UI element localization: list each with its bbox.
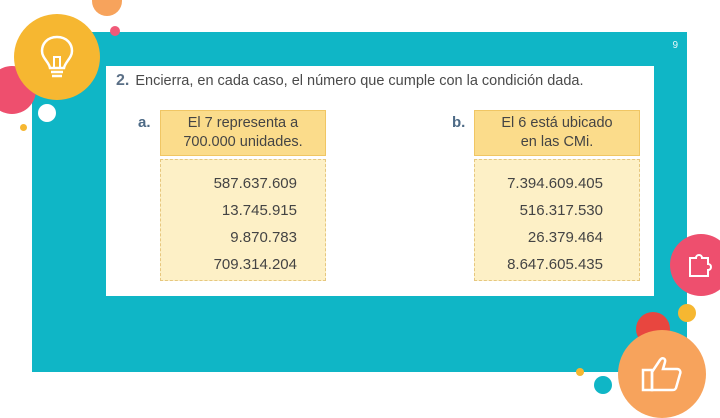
instruction: [116, 72, 646, 90]
decor-circle-teal-bottom: [594, 376, 612, 394]
puzzle-icon: [686, 250, 714, 278]
item-box-a: [160, 110, 326, 281]
values-b: [474, 159, 640, 281]
condition-b-line2: en las CMi.: [520, 134, 594, 150]
decor-dot-yellow-left: [20, 124, 27, 131]
condition-a: [160, 110, 326, 156]
thumbs-up-icon: [640, 354, 684, 394]
number-option[interactable]: 13.745.915: [221, 202, 297, 219]
number-option[interactable]: 516.317.530: [519, 202, 603, 219]
number-option[interactable]: 8.647.605.435: [507, 256, 603, 273]
page-number: 9: [672, 40, 678, 51]
item-box-b: [474, 110, 640, 281]
exercise-card: [106, 66, 654, 296]
number-option[interactable]: 9.870.783: [230, 229, 297, 246]
lightbulb-badge: [14, 14, 100, 100]
decor-circle-yellow-right: [678, 304, 696, 322]
condition-a-line2: 700.000 unidades.: [183, 134, 303, 150]
item-label-b: b.: [452, 114, 466, 131]
number-option[interactable]: 26.379.464: [527, 229, 603, 246]
number-option[interactable]: 709.314.204: [213, 256, 297, 273]
decor-circle-white-left: [38, 104, 56, 122]
instruction-text: Encierra, en cada caso, el número que cumple con la condición dada.: [135, 73, 584, 89]
number-option[interactable]: 587.637.609: [213, 175, 297, 192]
condition-b-line1: El 6 está ubicado: [501, 115, 613, 131]
decor-dot-yellow-bottom: [576, 368, 584, 376]
lightbulb-icon: [37, 33, 77, 81]
item-label-a: a.: [138, 114, 151, 131]
decor-circle-pink-top: [110, 26, 120, 36]
condition-b: [474, 110, 640, 156]
number-option[interactable]: 7.394.609.405: [507, 175, 603, 192]
condition-a-line1: El 7 representa a: [187, 115, 299, 131]
values-a: [160, 159, 326, 281]
instruction-number: 2.: [116, 72, 130, 89]
decor-circle-orange-top: [92, 0, 122, 16]
